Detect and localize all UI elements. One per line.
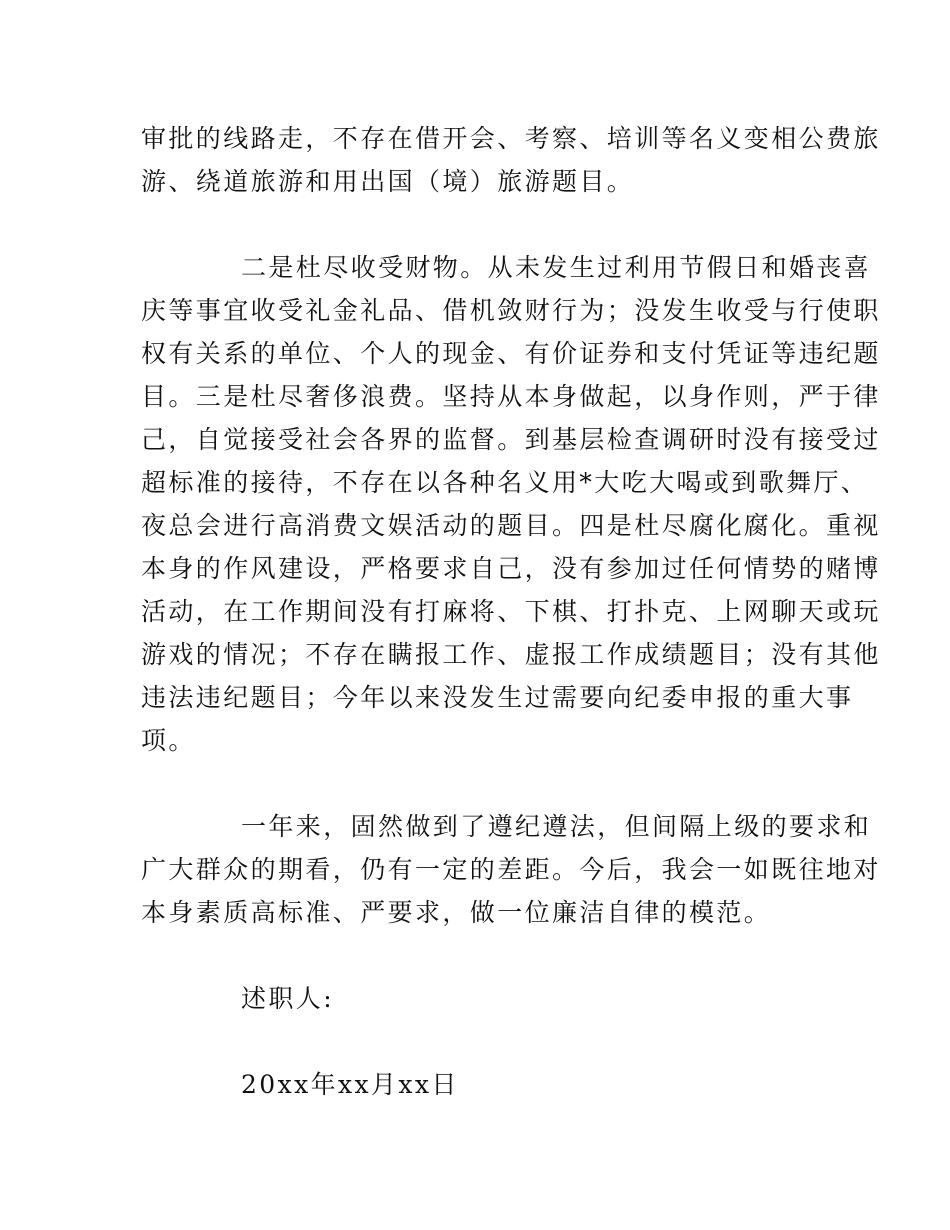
- paragraph-2-line-7: 夜总会进行高消费文娱活动的题目。四是杜尽腐化腐化。重视: [141, 511, 881, 540]
- paragraph-2-line-3: 权有关系的单位、个人的现金、有价证券和支付凭证等违纪题: [141, 339, 881, 368]
- paragraph-2-line-9: 活动，在工作期间没有打麻将、下棋、打扑克、上网聊天或玩: [141, 597, 881, 626]
- paragraph-3-line-3: 本身素质高标准、严要求，做一位廉洁自律的模范。: [141, 898, 772, 927]
- paragraph-1-line-1: 审批的线路走，不存在借开会、考察、培训等名义变相公费旅: [141, 124, 881, 153]
- paragraph-2-line-1: 二是杜尽收受财物。从未发生过利用节假日和婚丧喜: [241, 253, 872, 282]
- paragraph-3-line-1: 一年来，固然做到了遵纪遵法，但间隔上级的要求和: [241, 812, 872, 841]
- paragraph-2-line-5: 己，自觉接受社会各界的监督。到基层检查调研时没有接受过: [141, 425, 881, 454]
- signature-label: 述职人:: [241, 984, 335, 1013]
- paragraph-2-line-2: 庆等事宜收受礼金礼品、借机敛财行为；没发生收受与行使职: [141, 296, 881, 325]
- paragraph-2-line-8: 本身的作风建设，严格要求自己，没有参加过任何情势的赌博: [141, 554, 881, 583]
- paragraph-3-line-2: 广大群众的期看，仍有一定的差距。今后，我会一如既往地对: [141, 855, 881, 884]
- paragraph-2-line-12: 项。: [141, 726, 196, 755]
- paragraph-2-line-11: 违法违纪题目；今年以来没发生过需要向纪委申报的重大事: [141, 683, 854, 712]
- paragraph-2-line-10: 游戏的情况；不存在瞒报工作、虚报工作成绩题目；没有其他: [141, 640, 881, 669]
- paragraph-2-line-4: 目。三是杜尽奢侈浪费。坚持从本身做起，以身作则，严于律: [141, 382, 881, 411]
- document-date: 20xx年xx月xx日: [241, 1070, 459, 1099]
- paragraph-2-line-6: 超标准的接待，不存在以各种名义用*大吃大喝或到歌舞厅、: [141, 468, 869, 497]
- paragraph-1-line-2: 游、绕道旅游和用出国（境）旅游题目。: [141, 167, 635, 196]
